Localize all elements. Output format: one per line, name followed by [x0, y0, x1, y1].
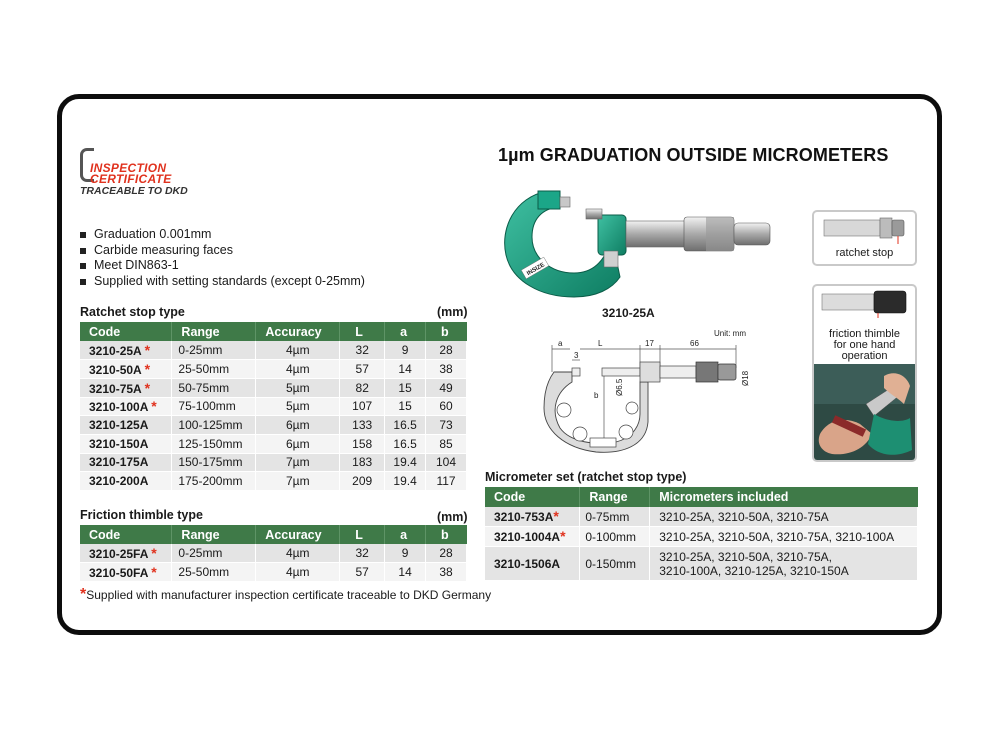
- l-cell: 57: [340, 563, 385, 582]
- dim-66: 66: [690, 339, 699, 348]
- range-cell: 75-100mm: [172, 397, 256, 416]
- code-cell: 3210-200A: [80, 472, 172, 491]
- included-cell: 3210-25A, 3210-50A, 3210-75A, 3210-100A: [650, 527, 918, 547]
- ratchet-stop-table: [80, 322, 467, 491]
- col-header-range: Range: [172, 525, 256, 544]
- certificate-star: *: [151, 398, 157, 415]
- accuracy-cell: 4µm: [256, 544, 340, 563]
- certificate-star: *: [144, 361, 151, 378]
- a-cell: 19.4: [385, 453, 426, 472]
- brand-label: INSIZE: [526, 262, 546, 278]
- dim-b: b: [594, 391, 599, 400]
- product-model-label: 3210-25A: [602, 306, 655, 320]
- certificate-star: *: [151, 545, 157, 562]
- dimension-diagram: [536, 330, 766, 460]
- l-cell: 158: [340, 434, 385, 453]
- a-cell: 9: [385, 341, 426, 360]
- feature-item: Meet DIN863-1: [80, 258, 365, 274]
- certificate-line1: INSPECTION: [90, 161, 167, 175]
- diagram-unit: Unit: mm: [714, 330, 746, 338]
- code-cell: 3210-50A *: [80, 360, 172, 379]
- feature-item: Graduation 0.001mm: [80, 227, 365, 243]
- ratchet-table-unit: (mm): [437, 305, 468, 319]
- col-header-code: Code: [485, 487, 580, 507]
- friction-caption-line1: friction thimble: [829, 328, 900, 340]
- code-cell: 3210-753A*: [485, 507, 580, 527]
- footnote-text: Supplied with manufacturer inspection certificate traceable to DKD Germany: [86, 588, 492, 602]
- table-row: [80, 453, 467, 472]
- range-cell: 125-150mm: [172, 434, 256, 453]
- col-header-accuracy: Accuracy: [256, 525, 340, 544]
- a-cell: 14: [385, 563, 426, 582]
- range-cell: 0-150mm: [580, 547, 650, 581]
- col-header-range: Range: [580, 487, 650, 507]
- dim-d18: Ø18: [741, 370, 750, 386]
- dim-d65: Ø6.5: [615, 378, 624, 396]
- table-row: [485, 527, 918, 547]
- table-row: [80, 341, 467, 360]
- range-cell: 150-175mm: [172, 453, 256, 472]
- accuracy-cell: 4µm: [256, 563, 340, 582]
- accuracy-cell: 4µm: [256, 341, 340, 360]
- range-cell: 100-125mm: [172, 416, 256, 435]
- certificate-star: *: [144, 342, 151, 359]
- a-cell: 9: [385, 544, 426, 563]
- certificate-star: *: [144, 379, 151, 396]
- ratchet-stop-image: [812, 210, 917, 266]
- table-row: [80, 416, 467, 435]
- table-row: [80, 544, 467, 563]
- l-cell: 107: [340, 397, 385, 416]
- accuracy-cell: 7µm: [256, 453, 340, 472]
- accuracy-cell: 4µm: [256, 360, 340, 379]
- ratchet-stop-caption: ratchet stop: [835, 247, 894, 259]
- range-cell: 0-100mm: [580, 527, 650, 547]
- friction-thimble-icon: [814, 286, 915, 318]
- included-cell: 3210-25A, 3210-50A, 3210-75A: [650, 507, 918, 527]
- l-cell: 82: [340, 378, 385, 397]
- col-header-code: Code: [80, 525, 172, 544]
- friction-thimble-table: [80, 525, 467, 582]
- friction-table-title: Friction thimble type: [80, 508, 203, 522]
- col-header-l: L: [340, 525, 385, 544]
- micrometer-set-table: [485, 487, 918, 581]
- range-cell: 0-25mm: [172, 341, 256, 360]
- range-cell: 25-50mm: [172, 360, 256, 379]
- feature-list: [80, 227, 365, 289]
- table-row: [80, 472, 467, 491]
- table-row: [80, 434, 467, 453]
- dim-3: 3: [574, 351, 579, 360]
- range-cell: 0-75mm: [580, 507, 650, 527]
- a-cell: 14: [385, 360, 426, 379]
- range-cell: 175-200mm: [172, 472, 256, 491]
- friction-thimble-image: [812, 284, 917, 462]
- l-cell: 133: [340, 416, 385, 435]
- col-header-a: a: [385, 322, 426, 341]
- col-header-range: Range: [172, 322, 256, 341]
- inspection-certificate-logo: [80, 148, 210, 200]
- code-cell: 3210-1004A*: [485, 527, 580, 547]
- table-row: [485, 547, 918, 581]
- accuracy-cell: 7µm: [256, 472, 340, 491]
- accuracy-cell: 6µm: [256, 416, 340, 435]
- b-cell: 38: [426, 360, 467, 379]
- accuracy-cell: 5µm: [256, 378, 340, 397]
- friction-table-unit: (mm): [437, 510, 468, 524]
- certificate-star: *: [151, 564, 157, 581]
- table-row: [80, 563, 467, 582]
- col-header-b: b: [426, 322, 467, 341]
- b-cell: 28: [426, 341, 467, 360]
- feature-item: Supplied with setting standards (except 0-25mm): [80, 274, 365, 290]
- l-cell: 32: [340, 341, 385, 360]
- certificate-line2: CERTIFICATE: [90, 172, 172, 186]
- l-cell: 32: [340, 544, 385, 563]
- code-cell: 3210-100A *: [80, 397, 172, 416]
- a-cell: 15: [385, 397, 426, 416]
- code-cell: 3210-50FA *: [80, 563, 172, 582]
- code-cell: 3210-25A *: [80, 341, 172, 360]
- col-header-l: L: [340, 322, 385, 341]
- code-cell: 3210-125A: [80, 416, 172, 435]
- ratchet-stop-icon: [814, 212, 915, 244]
- friction-caption-line3: operation: [841, 350, 888, 362]
- l-cell: 209: [340, 472, 385, 491]
- footnote: [80, 586, 491, 604]
- accuracy-cell: 6µm: [256, 434, 340, 453]
- range-cell: 25-50mm: [172, 563, 256, 582]
- a-cell: 16.5: [385, 416, 426, 435]
- a-cell: 16.5: [385, 434, 426, 453]
- code-cell: 3210-1506A: [485, 547, 580, 581]
- col-header-b: b: [426, 525, 467, 544]
- b-cell: 38: [426, 563, 467, 582]
- col-header-code: Code: [80, 322, 172, 341]
- a-cell: 15: [385, 378, 426, 397]
- l-cell: 57: [340, 360, 385, 379]
- col-header-included: Micrometers included: [650, 487, 918, 507]
- dim-l: L: [598, 339, 603, 348]
- b-cell: 49: [426, 378, 467, 397]
- accuracy-cell: 5µm: [256, 397, 340, 416]
- table-row: [80, 360, 467, 379]
- certificate-star: *: [560, 528, 566, 544]
- included-cell: 3210-25A, 3210-50A, 3210-75A, 3210-100A, 3210-125A, 3210-150A: [650, 547, 918, 581]
- page-title: 1µm GRADUATION OUTSIDE MICROMETERS: [498, 145, 889, 165]
- table-row: [80, 397, 467, 416]
- dim-17: 17: [645, 339, 654, 348]
- b-cell: 85: [426, 434, 467, 453]
- code-cell: 3210-175A: [80, 453, 172, 472]
- b-cell: 104: [426, 453, 467, 472]
- certificate-traceable: TRACEABLE TO DKD: [80, 185, 188, 197]
- dim-a: a: [558, 339, 563, 348]
- col-header-accuracy: Accuracy: [256, 322, 340, 341]
- range-cell: 0-25mm: [172, 544, 256, 563]
- code-cell: 3210-75A *: [80, 378, 172, 397]
- table-row: [485, 507, 918, 527]
- l-cell: 183: [340, 453, 385, 472]
- feature-item: Carbide measuring faces: [80, 243, 365, 259]
- col-header-a: a: [385, 525, 426, 544]
- b-cell: 60: [426, 397, 467, 416]
- code-cell: 3210-25FA *: [80, 544, 172, 563]
- micrometer-product-photo: [500, 185, 775, 300]
- b-cell: 117: [426, 472, 467, 491]
- ratchet-table-title: Ratchet stop type: [80, 305, 185, 319]
- b-cell: 28: [426, 544, 467, 563]
- table-row: [80, 378, 467, 397]
- set-table-title: Micrometer set (ratchet stop type): [485, 470, 687, 484]
- friction-caption-line2: for one hand: [833, 339, 896, 351]
- footnote-star: *: [80, 586, 87, 603]
- hand-operation-photo: [814, 364, 915, 460]
- code-cell: 3210-150A: [80, 434, 172, 453]
- a-cell: 19.4: [385, 472, 426, 491]
- range-cell: 50-75mm: [172, 378, 256, 397]
- certificate-star: *: [553, 508, 559, 524]
- b-cell: 73: [426, 416, 467, 435]
